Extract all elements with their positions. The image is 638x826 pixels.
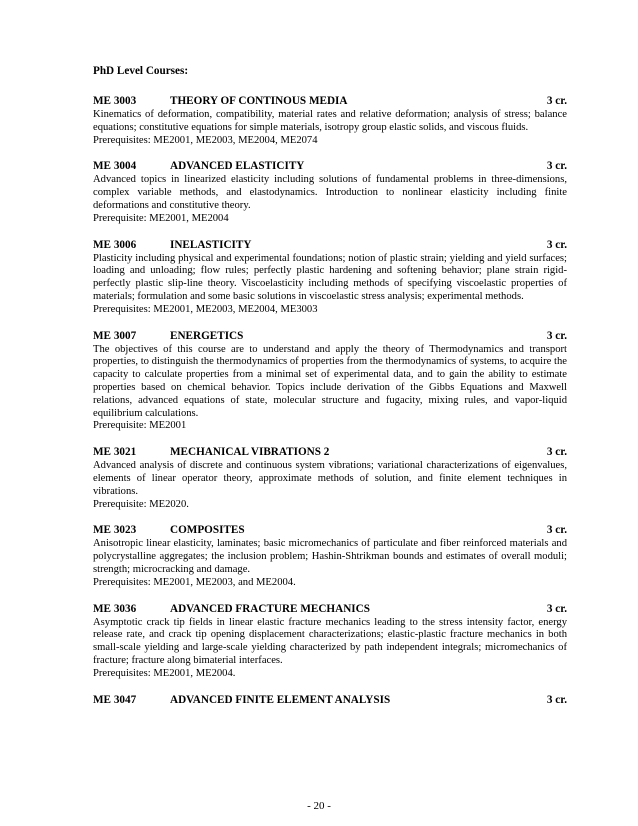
course-code: ME 3036: [93, 602, 137, 615]
course-title: ENERGETICS: [170, 329, 244, 342]
course-entry: [93, 159, 567, 225]
course-header: [93, 445, 567, 459]
course-description: Advanced analysis of discrete and continuous system vibrations; variational characterizations of eigenvalues, elements of linear operator theory, approximate methods of solution, and finite element techniques in vibrations.: [93, 460, 567, 497]
course-code: ME 3023: [93, 524, 137, 537]
course-credits: 3 cr.: [546, 238, 567, 251]
course-entry: [93, 693, 567, 707]
course-header: [93, 523, 567, 537]
course-credits: 3 cr.: [546, 329, 567, 342]
course-title: MECHANICAL VIBRATIONS 2: [170, 446, 330, 459]
course-description: Plasticity including physical and experimental foundations; notion of plastic strain; yielding and yield surfaces; loading and unloading; flow rules; perfectly plastic hardening and softening behavior; plane strain rigid-perfectly plastic slip-line theory. Viscoelasticity including methods of specifying viscoelastic properties of materials; formulation and some basic solutions in viscoelastic stress analysis; experimental methods.: [93, 252, 567, 302]
course-title: INELASTICITY: [170, 238, 252, 251]
course-code: ME 3003: [93, 95, 137, 107]
course-header: [93, 602, 567, 616]
course-list: [93, 94, 567, 707]
course-code: ME 3006: [93, 238, 137, 251]
course-code: ME 3004: [93, 160, 137, 173]
course-entry: [93, 602, 567, 681]
course-title: ADVANCED ELASTICITY: [170, 160, 305, 173]
course-prerequisites: Prerequisites: ME2001, ME2003, and ME2004.: [93, 576, 296, 588]
course-header: [93, 238, 567, 252]
course-code: ME 3007: [93, 329, 137, 342]
course-entry: [93, 523, 567, 589]
course-title: ADVANCED FRACTURE MECHANICS: [170, 602, 370, 615]
course-title: COMPOSITES: [170, 524, 245, 537]
course-prerequisites: Prerequisites: ME2001, ME2003, ME2004, ME3003: [93, 303, 318, 315]
course-credits: 3 cr.: [546, 693, 567, 706]
course-entry: [93, 238, 567, 317]
course-entry: [93, 94, 567, 147]
course-header: [93, 329, 567, 343]
course-prerequisites: Prerequisites: ME2001, ME2004.: [93, 667, 236, 679]
course-prerequisites: Prerequisite: ME2020.: [93, 498, 189, 510]
course-entry: [93, 445, 567, 511]
course-header: [93, 159, 567, 173]
course-prerequisites: Prerequisites: ME2001, ME2003, ME2004, ME2074: [93, 134, 318, 146]
course-credits: 3 cr.: [546, 95, 567, 107]
page-number: - 20 -: [307, 800, 331, 812]
course-description: The objectives of this course are to understand and apply the theory of Thermodynamics and transport properties, to distinguish the thermodynamics of properties from the thermodynamics of systems, to acquire the capacity to calculate properties from a minimal set of experimental data, and to gain the ability to estimate properties based on chemical behavior. Topics include derivation of the Gibbs Equations and Maxwell relations, advanced equations of state, molecular structure and fugacity, mixing rules, and vapor-liquid equilibrium calculations.: [93, 343, 567, 419]
document-page: [93, 64, 567, 719]
course-credits: 3 cr.: [546, 602, 567, 615]
course-description: Kinematics of deformation, compatibility, material rates and relative deformation; analysis of stress; balance equations; constitutive equations for simple materials, isotropy group elastic solids, and viscous fluids.: [93, 109, 567, 133]
section-heading: PhD Level Courses:: [93, 65, 189, 77]
course-credits: 3 cr.: [546, 524, 567, 537]
course-code: ME 3021: [93, 446, 137, 459]
course-title: ADVANCED FINITE ELEMENT ANALYSIS: [170, 693, 391, 706]
course-description: Advanced topics in linearized elasticity including solutions of fundamental problems in three-dimensions, complex variable methods, and elastodynamics. Introduction to nonlinear elasticity including finite deformations and constitutive theory.: [93, 174, 567, 211]
course-entry: [93, 329, 567, 434]
course-description: Asymptotic crack tip fields in linear elastic fracture mechanics leading to the stress intensity factor, energy release rate, and crack tip opening displacement characterizations; elastic-plastic fracture mechanics in both small-scale yielding and large-scale yielding characterized by path independent integrals; micromechanics of fracture; fracture along bimaterial interfaces.: [93, 616, 567, 666]
course-code: ME 3047: [93, 693, 137, 706]
course-header: [93, 94, 567, 108]
course-credits: 3 cr.: [546, 446, 567, 459]
course-title: THEORY OF CONTINOUS MEDIA: [170, 95, 348, 107]
course-prerequisites: Prerequisite: ME2001, ME2004: [93, 212, 229, 224]
course-credits: 3 cr.: [546, 160, 567, 173]
course-prerequisites: Prerequisite: ME2001: [93, 420, 187, 432]
course-header: [93, 693, 567, 707]
course-description: Anisotropic linear elasticity, laminates; basic micromechanics of particulate and fiber reinforced materials and polycrystalline aggregates; the inclusion problem; Hashin-Shtrikman bounds and estimates of overall moduli; strength; microcracking and damage.: [93, 538, 567, 575]
